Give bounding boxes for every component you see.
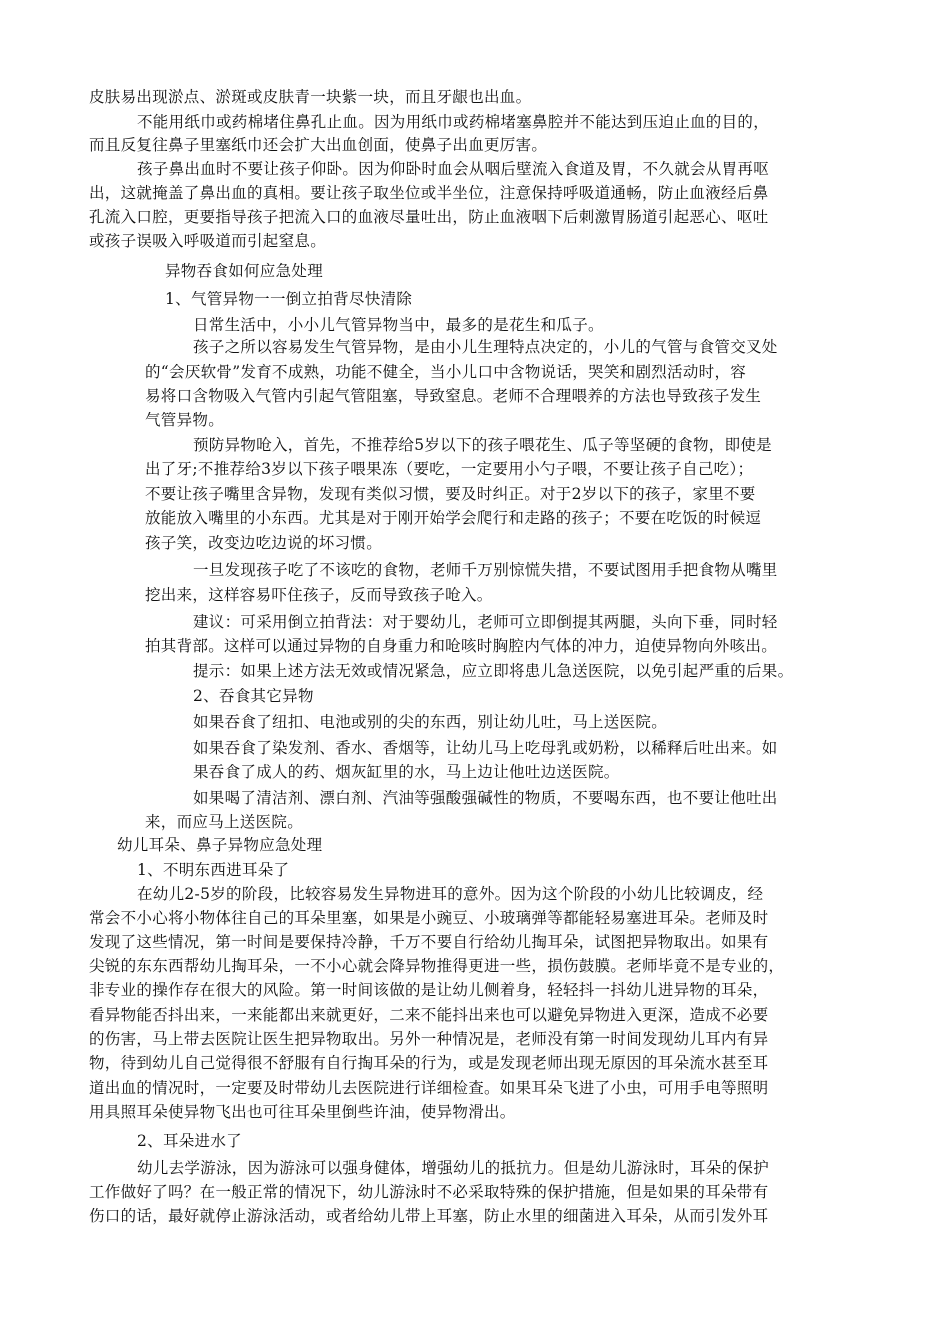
paragraph-line: 不要让孩子嘴里含异物，发现有类似习惯，要及时纠正。对于2岁以下的孩子，家里不要: [145, 485, 756, 503]
paragraph-line: 在幼儿2-5岁的阶段，比较容易发生异物进耳的意外。因为这个阶段的小幼儿比较调皮，经: [137, 885, 764, 903]
paragraph-line: 孩子之所以容易发生气管异物，是由小儿生理特点决定的，小儿的气管与食管交叉处: [193, 338, 778, 356]
paragraph-line: 非专业的操作存在很大的风险。第一时间该做的是让幼儿侧着身，轻轻抖一抖幼儿进异物的耳朵，: [89, 981, 769, 999]
section-heading: 幼儿耳朵、鼻子异物应急处理: [117, 836, 323, 854]
paragraph-line: 尖锐的东东西帮幼儿掏耳朵，一不小心就会降异物推得更进一些，损伤鼓膜。老师毕竟不是专业的，: [89, 957, 785, 975]
paragraph-line: 出，这就掩盖了鼻出血的真相。要让孩子取坐位或半坐位，注意保持呼吸道通畅，防止血液经后鼻: [89, 184, 769, 202]
paragraph-line: 物，待到幼儿自己觉得很不舒服有自行掏耳朵的行为，或是发现老师出现无原因的耳朵流水甚至耳: [89, 1054, 769, 1072]
paragraph-line: 如果喝了清洁剂、漂白剂、汽油等强酸强碱性的物质，不要喝东西，也不要让他吐出: [193, 789, 778, 807]
section-heading: 异物吞食如何应急处理: [165, 262, 324, 280]
paragraph-line: 果吞食了成人的药、烟灰缸里的水，马上边让他吐边送医院。: [193, 763, 620, 781]
paragraph-line: 提示：如果上述方法无效或情况紧急，应立即将患儿急送医院，以免引起严重的后果。: [193, 662, 794, 680]
paragraph-line: 皮肤易出现淤点、淤斑或皮肤青一块紫一块，而且牙龈也出血。: [89, 88, 532, 106]
paragraph-line: 出了牙;不推荐给3岁以下孩子喂果冻（要吃，一定要用小勺子喂，不要让孩子自己吃）；: [145, 460, 754, 478]
paragraph-line: 发现了这些情况，第一时间是要保持冷静，千万不要自行给幼儿掏耳朵，试图把异物取出。如果有: [89, 933, 769, 951]
paragraph-line: 的伤害，马上带去医院让医生把异物取出。另外一种情况是，老师没有第一时间发现幼儿耳内有异: [89, 1030, 769, 1048]
paragraph-line: 孩子笑，改变边吃边说的坏习惯。: [145, 534, 383, 552]
paragraph-line: 道出血的情况时，一定要及时带幼儿去医院进行详细检查。如果耳朵飞进了小虫，可用手电等照明: [89, 1079, 769, 1097]
subsection-heading: 1、气管异物一一倒立拍背尽快清除: [165, 290, 413, 308]
paragraph-line: 日常生活中，小小儿气管异物当中，最多的是花生和瓜子。: [193, 316, 604, 334]
paragraph-line: 挖出来，这样容易吓住孩子，反而导致孩子呛入。: [145, 586, 493, 604]
paragraph-line: 或孩子误吸入呼吸道而引起窒息。: [89, 232, 327, 250]
paragraph-line: 拍其背部。这样可以通过异物的自身重力和呛咳时胸腔内气体的冲力，迫使异物向外咳出。: [145, 637, 778, 655]
paragraph-line: 孔流入口腔，更要指导孩子把流入口的血液尽量吐出，防止血液咽下后刺激胃肠道引起恶心、呕吐: [89, 208, 769, 226]
subsection-heading: 2、耳朵进水了: [137, 1132, 242, 1150]
paragraph-line: 不能用纸巾或药棉堵住鼻孔止血。因为用纸巾或药棉堵塞鼻腔并不能达到压迫止血的目的，: [137, 113, 770, 131]
paragraph-line: 预防异物呛入，首先，不推荐给5岁以下的孩子喂花生、瓜子等坚硬的食物，即使是: [193, 436, 772, 454]
paragraph-line: 看异物能否抖出来，一来能都出来就更好，二来不能抖出来也可以避免异物进入更深，造成不必要: [89, 1006, 769, 1024]
paragraph-line: 用具照耳朵使异物飞出也可往耳朵里倒些许油，使异物滑出。: [89, 1103, 516, 1121]
paragraph-line: 伤口的话，最好就停止游泳活动，或者给幼儿带上耳塞，防止水里的细菌进入耳朵，从而引发外耳: [89, 1207, 769, 1225]
paragraph-line: 一旦发现孩子吃了不该吃的食物，老师千万别惊慌失措，不要试图用手把食物从嘴里: [193, 561, 778, 579]
paragraph-line: 建议：可采用倒立拍背法：对于婴幼儿，老师可立即倒提其两腿，头向下垂，同时轻: [193, 613, 778, 631]
paragraph-line: 的“会厌软骨”发育不成熟，功能不健全，当小儿口中含物说话，哭笑和剧烈活动时，容: [145, 363, 747, 381]
paragraph-line: 工作做好了吗？在一般正常的情况下，幼儿游泳时不必采取特殊的保护措施，但是如果的耳朵带有: [89, 1183, 769, 1201]
paragraph-line: 孩子鼻出血时不要让孩子仰卧。因为仰卧时血会从咽后壁流入食道及胃，不久就会从胃再呕: [137, 160, 770, 178]
paragraph-line: 来，而应马上送医院。: [145, 813, 304, 831]
paragraph-line: 常会不小心将小物体往自己的耳朵里塞，如果是小豌豆、小玻璃弹等都能轻易塞进耳朵。老师及时: [89, 909, 769, 927]
paragraph-line: 而且反复往鼻子里塞纸巾还会扩大出血创面，使鼻子出血更厉害。: [89, 136, 548, 154]
paragraph-line: 如果吞食了染发剂、香水、香烟等，让幼儿马上吃母乳或奶粉，以稀释后吐出来。如: [193, 739, 778, 757]
paragraph-line: 如果吞食了纽扣、电池或别的尖的东西，别让幼儿吐，马上送医院。: [193, 713, 668, 731]
subsection-heading: 1、不明东西进耳朵了: [137, 861, 290, 879]
paragraph-line: 气管异物。: [145, 411, 225, 429]
paragraph-line: 放能放入嘴里的小东西。尤其是对于刚开始学会爬行和走路的孩子；不要在吃饭的时候逗: [145, 509, 762, 527]
paragraph-line: 易将口含物吸入气管内引起气管阻塞，导致窒息。老师不合理喂养的方法也导致孩子发生: [145, 387, 762, 405]
paragraph-line: 幼儿去学游泳，因为游泳可以强身健体，增强幼儿的抵抗力。但是幼儿游泳时，耳朵的保护: [137, 1159, 770, 1177]
subsection-heading: 2、吞食其它异物: [193, 687, 314, 705]
